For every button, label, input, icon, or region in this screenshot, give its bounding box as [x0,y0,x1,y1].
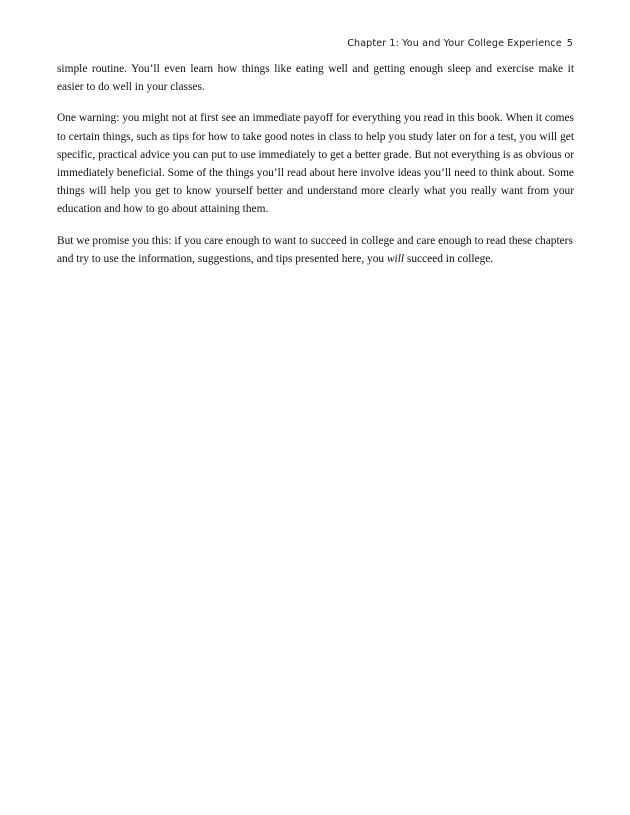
paragraph [57,232,574,268]
paragraph-text: succeed in college. [404,252,494,265]
emphasized-word: will [386,252,405,265]
paragraph: One warning: you might not at first see an immediate payoff for everything you read in this book. When it comes to certain things, such as tips for how to take good notes in class to help you study later on for a test, you will get specific, practical advice you can put to use immediately to get a better grade. But not everything is as obvious or immediately beneficial. Some of the things you’ll read about here involve ideas you’ll need to think about. Some things will help you get to know yourself better and understand more clearly what you really want from your education and how to go about attaining them. [57,112,574,216]
running-header [347,38,573,49]
body-text [57,60,574,281]
paragraph: simple routine. You’ll even learn how things like eating well and getting enough sleep and exercise make it easier to do well in your classes. [57,63,574,94]
paragraph-text: But we promise you this: if you care enough to want to succeed in college and care enough to read these chapters and try to use the information, suggestions, and tips presented here, you [57,234,573,265]
chapter-title: Chapter 1: You and Your College Experience [347,38,562,49]
page-number: 5 [566,38,573,49]
